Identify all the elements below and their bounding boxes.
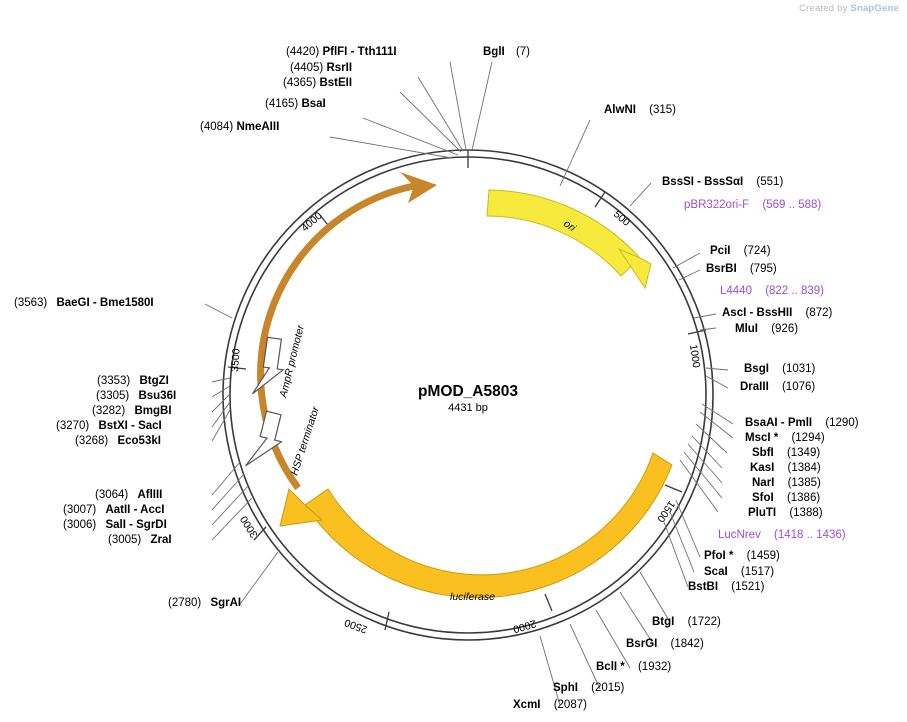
- label-pcii[interactable]: PciI (724): [710, 245, 771, 257]
- label-sfoi[interactable]: SfoI (1386): [752, 492, 821, 504]
- label-bsai[interactable]: (4165) BsaI: [265, 98, 326, 110]
- label-msci[interactable]: MscI * (1294): [745, 432, 825, 444]
- label-baegi-bme1580i[interactable]: (3563) BaeGI - Bme1580I: [14, 297, 154, 309]
- credit-brand: SnapGene: [850, 3, 899, 14]
- label-bmgbi[interactable]: (3282) BmgBI: [92, 405, 172, 417]
- label-bsaai-pmli[interactable]: BsaAI - PmlI (1290): [745, 417, 859, 429]
- plasmid-length: 4431 bp: [448, 402, 488, 414]
- label-alwni[interactable]: AlwNI (315): [604, 104, 677, 116]
- arc-label-ori: ori: [561, 217, 578, 235]
- label-bstbi[interactable]: BstBI (1521): [688, 581, 765, 593]
- label-draiii[interactable]: DraIII (1076): [740, 381, 816, 393]
- label-bsrgi[interactable]: BsrGI (1842): [626, 638, 704, 650]
- arc-label-hsp-terminator: HSP terminator: [288, 405, 322, 477]
- tick-label-4000: 4000: [299, 209, 325, 235]
- label-rsrii[interactable]: (4405) RsrII: [290, 62, 353, 74]
- label-nari[interactable]: NarI (1385): [752, 477, 821, 489]
- arc-label-luciferase: luciferase: [450, 591, 495, 603]
- label-bsrbi[interactable]: BsrBI (795): [706, 263, 777, 275]
- label-bsu36i[interactable]: (3305) Bsu36I: [96, 390, 177, 402]
- tick-label-2500: 2500: [342, 616, 370, 636]
- feature-arc-ori: [487, 190, 651, 288]
- label-l4440[interactable]: L4440 (822 .. 839): [720, 285, 825, 297]
- label-mlui[interactable]: MluI (926): [735, 323, 799, 335]
- label-btgzi[interactable]: (3353) BtgZI: [97, 375, 169, 387]
- label-bsssi-bsssai[interactable]: BssSI - BssSαI (551): [662, 176, 784, 188]
- tick-label-1000: 1000: [687, 343, 703, 369]
- feature-arc-luciferase: [280, 453, 672, 603]
- feature-arc-ampr: [261, 172, 437, 488]
- label-pbr322ori-f[interactable]: pBR322ori-F (569 .. 588): [684, 199, 822, 211]
- label-bstxi-saci[interactable]: (3270) BstXI - SacI: [56, 420, 162, 432]
- label-sphi[interactable]: SphI (2015): [553, 682, 625, 694]
- label-afliii[interactable]: (3064) AflIII: [95, 489, 163, 501]
- credit-prefix: Created by: [799, 3, 848, 14]
- label-kasi[interactable]: KasI (1384): [750, 462, 821, 474]
- label-aatii-acci[interactable]: (3007) AatII - AccI: [63, 504, 165, 516]
- label-bstei[interactable]: (4365) BstEII: [283, 77, 353, 89]
- label-bsgi[interactable]: BsgI (1031): [744, 363, 816, 375]
- tick-label-1500: 1500: [654, 498, 678, 525]
- label-sbfi[interactable]: SbfI (1349): [752, 447, 821, 459]
- plasmid-name: pMOD_A5803: [418, 383, 518, 400]
- label-lucnrev[interactable]: LucNrev (1418 .. 1436): [718, 529, 846, 541]
- tick-label-2000: 2000: [511, 617, 538, 636]
- label-pfoi[interactable]: PfoI * (1459): [704, 550, 780, 562]
- label-sgrai[interactable]: (2780) SgrAI: [168, 597, 242, 609]
- label-bgli[interactable]: BglI (7): [483, 46, 530, 58]
- tick-label-3000: 3000: [237, 513, 261, 540]
- tick-label-3500: 3500: [229, 348, 243, 373]
- tick-label-500: 500: [611, 208, 633, 229]
- arc-label-ampr-promoter: AmpR promoter: [277, 323, 307, 399]
- label-eco53ki[interactable]: (3268) Eco53kI: [75, 435, 161, 447]
- label-bcli[interactable]: BclI * (1932): [596, 661, 672, 673]
- leader-lines-top: [330, 62, 590, 186]
- label-zrai[interactable]: (3005) ZraI: [108, 534, 172, 546]
- label-sali-sgrdi[interactable]: (3006) SalI - SgrDI: [63, 519, 167, 531]
- label-nmeaiii[interactable]: (4084) NmeAIII: [200, 121, 280, 133]
- label-pflfi-tth111i[interactable]: (4420) PflFI - Tth111I: [286, 46, 397, 58]
- label-scai[interactable]: ScaI (1517): [704, 566, 775, 578]
- label-pluti[interactable]: PluTI (1388): [748, 507, 823, 519]
- label-btgi[interactable]: BtgI (1722): [652, 616, 721, 628]
- label-xcmi[interactable]: XcmI (2087): [513, 699, 587, 711]
- label-asci-bsshii[interactable]: AscI - BssHII (872): [722, 307, 833, 319]
